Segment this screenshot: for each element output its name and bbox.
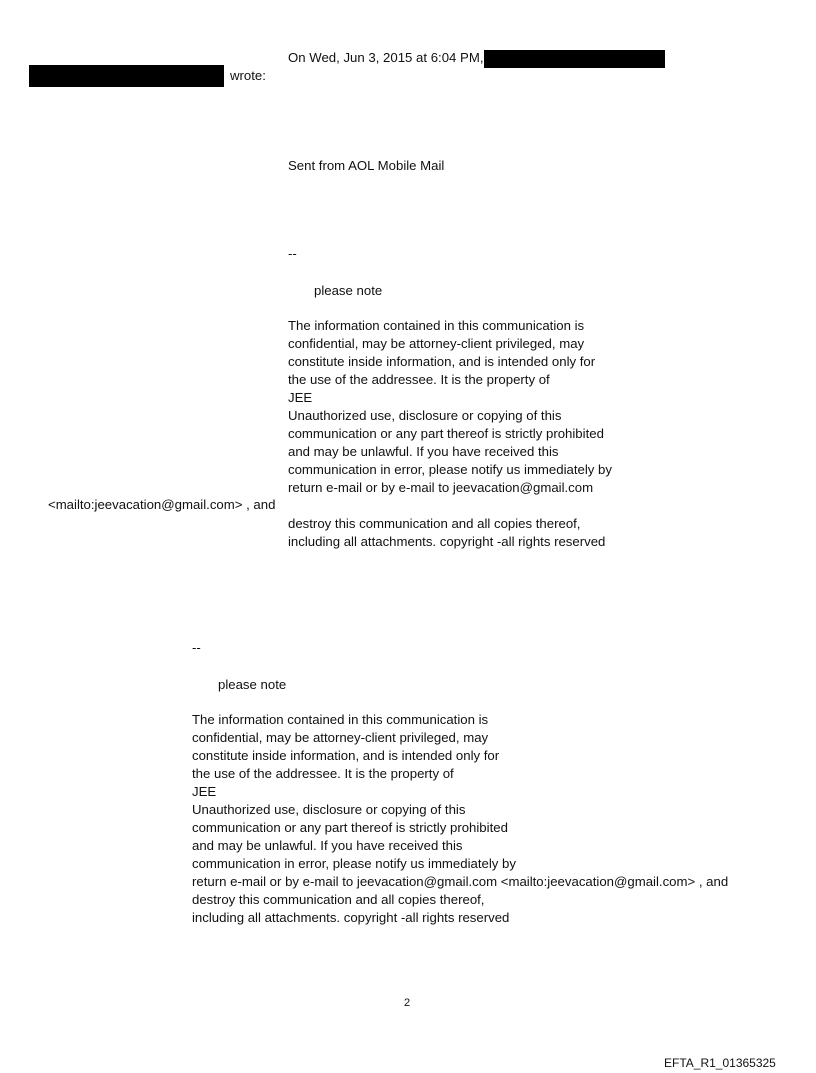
notice-line: communication in error, please notify us immediately by [192, 856, 516, 871]
notice-line: destroy this communication and all copies thereof, [288, 516, 581, 531]
notice-title: please note [314, 283, 383, 298]
notice-title: please note [218, 677, 287, 692]
notice-line: The information contained in this communication is [192, 712, 489, 727]
redaction-bar-sender-email [29, 65, 224, 87]
bates-number: EFTA_R1_01365325 [664, 1056, 776, 1070]
notice-line: Unauthorized use, disclosure or copying of this [288, 408, 562, 423]
notice-line: constitute inside information, and is intended only for [288, 354, 596, 369]
redaction-bar-sender-name [484, 50, 665, 68]
notice-closing [288, 515, 605, 551]
notice-line: the use of the addressee. It is the property of [288, 372, 550, 387]
notice-line: constitute inside information, and is intended only for [192, 748, 500, 763]
notice-line: including all attachments. copyright -all rights reserved [192, 910, 510, 925]
notice-line: destroy this communication and all copies thereof, [192, 892, 485, 907]
notice-line: the use of the addressee. It is the property of [192, 766, 454, 781]
mailto-link[interactable]: <mailto:jeevacation@gmail.com> , and [48, 497, 276, 512]
notice-line: confidential, may be attorney-client privileged, may [192, 730, 489, 745]
notice-line: return e-mail or by e-mail to jeevacation@gmail.com [288, 480, 594, 495]
notice-line: including all attachments. copyright -all rights reserved [288, 534, 606, 549]
wrote-label: wrote: [230, 68, 266, 83]
notice-line: The information contained in this communication is [288, 318, 585, 333]
notice-line: communication in error, please notify us immediately by [288, 462, 612, 477]
notice-line: communication or any part thereof is strictly prohibited [288, 426, 604, 441]
confidentiality-notice [192, 711, 728, 927]
notice-line: and may be unlawful. If you have received this [192, 838, 463, 853]
email-header-date-line: On Wed, Jun 3, 2015 at 6:04 PM, [288, 50, 484, 65]
notice-line-with-mailto[interactable]: return e-mail or by e-mail to jeevacation@gmail.com <mailto:jeevacation@gmail.com> , and [192, 874, 729, 889]
notice-line: communication or any part thereof is strictly prohibited [192, 820, 508, 835]
notice-line: JEE [288, 390, 313, 405]
notice-line: confidential, may be attorney-client privileged, may [288, 336, 585, 351]
notice-line: Unauthorized use, disclosure or copying of this [192, 802, 466, 817]
signature-separator: -- [288, 246, 297, 261]
mobile-signature: Sent from AOL Mobile Mail [288, 158, 445, 173]
page-number: 2 [404, 997, 411, 1009]
notice-line: JEE [192, 784, 217, 799]
confidentiality-notice [288, 317, 612, 497]
signature-separator: -- [192, 640, 201, 655]
notice-line: and may be unlawful. If you have received this [288, 444, 559, 459]
